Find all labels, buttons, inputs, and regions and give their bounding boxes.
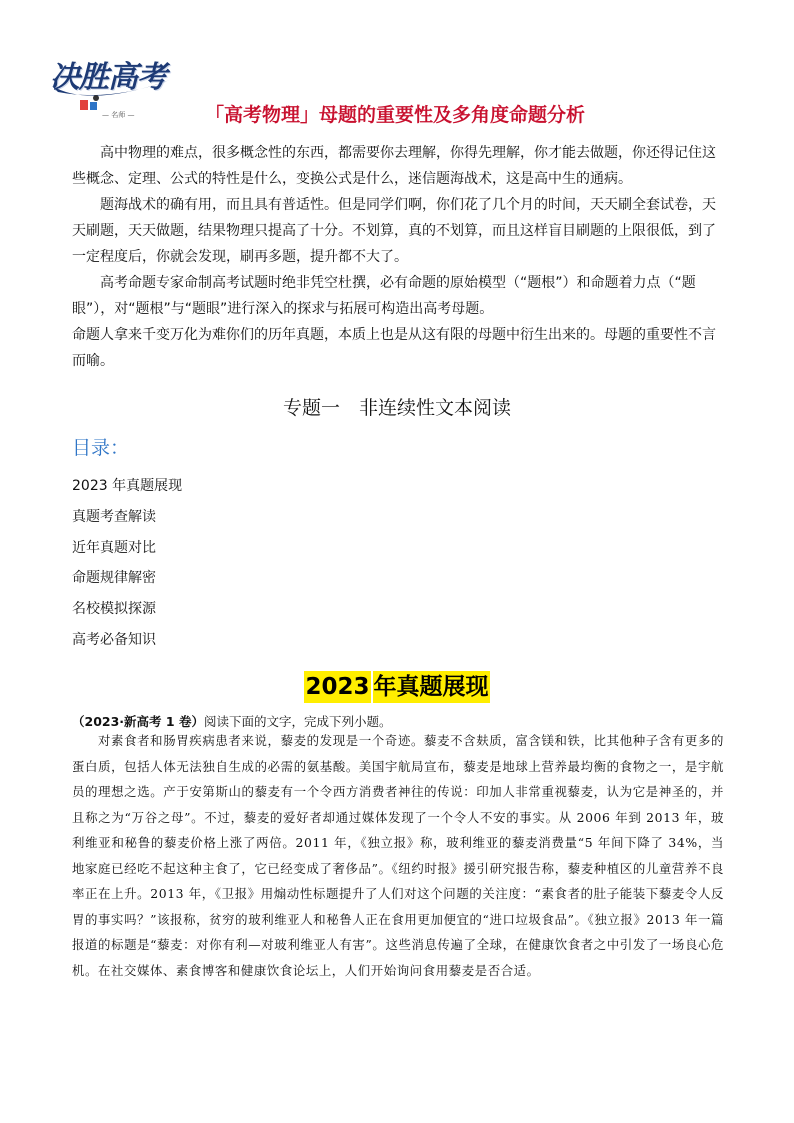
toc-item[interactable]: 命题规律解密: [72, 570, 156, 587]
logo-subtext: — 名师 —: [102, 111, 135, 119]
toc-heading: 目录：: [72, 437, 130, 459]
section-title: 专题一 非连续性文本阅读: [282, 397, 511, 419]
page-title: 「高考物理」母题的重要性及多角度命题分析: [205, 104, 586, 126]
intro-paragraph-4: 命题人拿来千变万化为难你们的历年真题，本质上也是从这有限的母题中衍生出来的。母题的重要性不言而喻。: [72, 327, 716, 369]
toc-item[interactable]: 高考必备知识: [72, 631, 156, 648]
intro-paragraph-3: 高考命题专家命制高考试题时绝非凭空杜撰，必有命题的原始模型（“题根”）和命题着力点（“题眼”），对“题根”与“题眼”进行深入的探求与拓展可构造出高考母题。: [72, 275, 696, 317]
highlight-heading: [0, 668, 794, 701]
table-of-contents: [72, 474, 182, 659]
intro-paragraph-2: 题海战术的确有用，而且具有普适性。但是同学们啊，你们花了几个月的时间，天天刷全套试卷，天天刷题，天天做题，结果物理只提高了十分。不划算，真的不划算，而且这样盲目刷题的上限很低，到了一定程度后，你就会发现，刷再多题，提升都不大了。: [72, 197, 716, 265]
toc-item[interactable]: 名校模拟探源: [72, 601, 156, 618]
toc-item[interactable]: 真题考查解读: [72, 508, 156, 525]
intro-paragraph-1: 高中物理的难点，很多概念性的东西，都需要你去理解，你得先理解，你才能去做题，你还得记住这些概念、定理、公式的特性是什么，变换公式是什么，迷信题海战术，这是高中生的通病。: [72, 145, 716, 187]
logo-text: 决胜高考: [50, 60, 166, 95]
question-instruction: 阅读下面的文字，完成下列小题。: [203, 714, 392, 729]
question-source: （2023·新高考 1 卷）: [72, 714, 204, 729]
brand-logo: [50, 48, 178, 130]
reading-passage: 对素食者和肠胃疾病患者来说，藜麦的发现是一个奇迹。藜麦不含麸质，富含镁和铁，比其他种子含有更多的蛋白质，包括人体无法独自生成的必需的氨基酸。美国宇航局宣布，藜麦是地球上营养最均衡的食物之一，是宇航员的理想之选。产于安第斯山的藜麦有一个令西方消费者神往的传说：印加人非常重视藜麦，认为它是神圣的，并且称之为“万谷之母”。不过，藜麦的爱好者却通过媒体发现了一个令人不安的事实。从 2006 年到 2013 年，玻利维亚和秘鲁的藜麦价格上涨了两倍。2011 年，《独立报》称，玻利维亚的藜麦消费量“5 年间下降了 34%，当地家庭已经吃不起这种主食了，它已经变成了奢侈品”。《纽约时报》援引研究报告称，藜麦种植区的儿童营养不良率正在上升。2013 年，《卫报》用煽动性标题提升了人们对这个问题的关注度：“素食者的肚子能装下藜麦令人反胃的事实吗？”该报称，贫穷的玻利维亚人和秘鲁人正在食用更加便宜的“进口垃圾食品”。《独立报》2013 年一篇报道的标题是“藜麦：对你有利—对玻利维亚人有害”。这些消息传遍了全球，在健康饮食者之中引发了一场良心危机。在社交媒体、素食博客和健康饮食论坛上，人们开始询问食用藜麦是否合适。: [72, 733, 724, 978]
highlight-text: 年真题展现: [373, 671, 490, 703]
toc-item[interactable]: 2023 年真题展现: [72, 478, 183, 494]
highlight-year: 2023: [304, 671, 370, 703]
logo-swoosh: [50, 78, 178, 114]
toc-item[interactable]: 近年真题对比: [72, 539, 156, 556]
